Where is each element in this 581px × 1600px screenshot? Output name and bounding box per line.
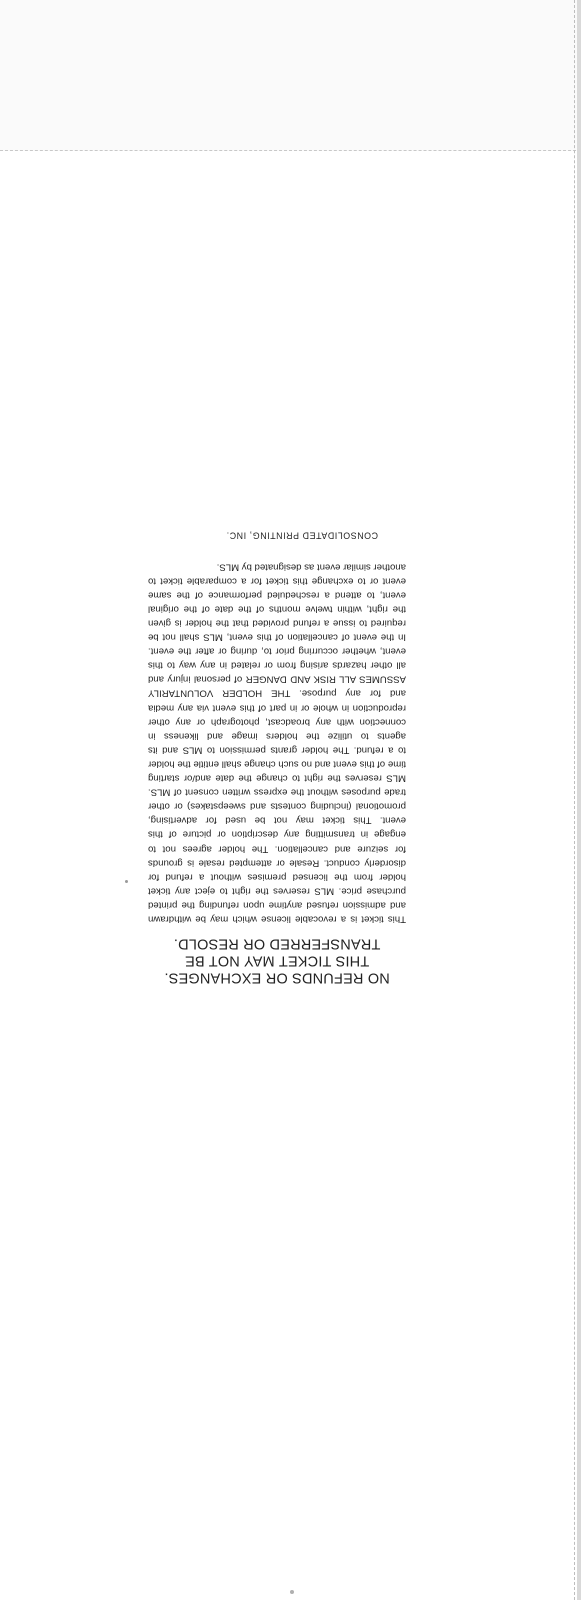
- printer-credit: CONSOLIDATED PRINTING, INC.: [226, 530, 378, 540]
- paper-speck: [125, 880, 128, 883]
- ticket-back-text-block: [148, 530, 406, 985]
- ticket-edge: [577, 0, 581, 1600]
- paper-speck: [290, 1590, 294, 1594]
- heading-line-3: TRANSFERRED OR RESOLD.: [173, 935, 381, 952]
- heading-line-1: NO REFUNDS OR EXCHANGES.: [164, 969, 390, 986]
- terms-and-conditions: This ticket is a revocable license which may be withdrawn and admission refused anytime upon refunding the printed purchase price. MLS reserves the right to eject any ticket holder from the licensed premises without a refund for disorderly conduct. Resale or attempted resale is grounds for seizure and cancellation. The holder agrees not to engage in transmitting any description or picture of this event. This ticket may not be used for advertising, promotional (including contests and sweepstakes) or other trade purposes without the express written consent of MLS. MLS reserves the right to change the date and/or starting time of this event and no such change shall entitle the holder to a refund. The holder grants permission to MLS and its agents to utilize the holders image and likeness in connection with any broadcast, photograph or any other reproduction in whole or in part of this event via any media and for any purpose. THE HOLDER VOLUNTARILY ASSUMES ALL RISK AND DANGER of personal injury and all other hazards arising from or related in any way to this event, whether occurring prior to, during or after the event. In the event of cancellation of this event, MLS shall not be required to issue a refund provided that the holder is given the right, within twelve months of the date of the original event, to attend a rescheduled performance of the same event or to exchange this ticket for a comparable ticket to another similar event as designated by MLS.: [148, 561, 406, 925]
- perforation-line: [574, 0, 575, 1600]
- no-refunds-heading: [148, 934, 406, 985]
- ticket-fold-flap: [0, 0, 581, 151]
- heading-line-2: THIS TICKET MAY NOT BE: [184, 952, 370, 969]
